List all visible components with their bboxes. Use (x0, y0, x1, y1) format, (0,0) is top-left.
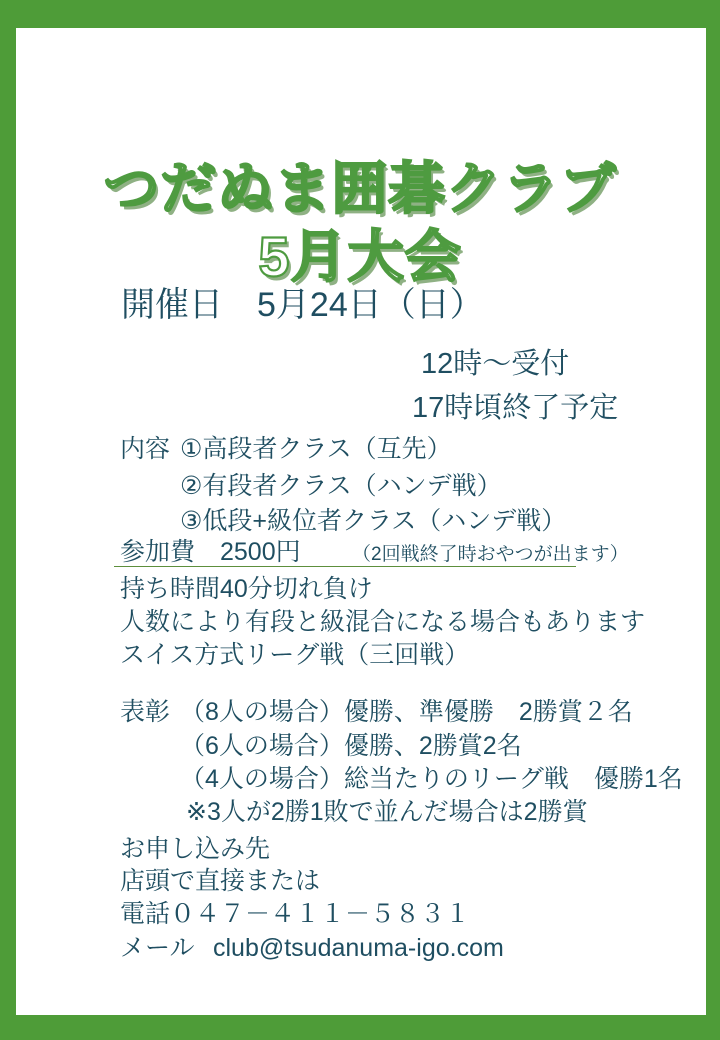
program-class-2: ②有段者クラス（ハンデ戦） (180, 472, 502, 500)
fee-note: （2回戦終了時おやつが出ます） (352, 544, 629, 565)
section-divider (114, 566, 576, 567)
awards-case-6: （6人の場合）優勝、2勝賞2名 (180, 732, 522, 760)
application-in-store: 店頭で直接または (120, 867, 321, 895)
rule-time-limit: 持ち時間40分切れ負け (120, 575, 373, 603)
rule-mixed-groups: 人数により有段と級混合になる場合もあります (120, 608, 646, 636)
program-class-1: ①高段者クラス（互先） (180, 435, 452, 463)
fee-amount: 2500円 (220, 538, 301, 566)
fee-row (120, 537, 629, 568)
closing-time: 17時頃終了予定 (412, 392, 619, 424)
awards-label: 表彰 (120, 698, 171, 726)
flyer-title-line1: つだぬま囲碁クラブ (103, 157, 617, 220)
awards-tiebreak-note: ※3人が2勝1敗で並んだ場合は2勝賞 (186, 798, 588, 826)
mail-address: club@tsudanuma-igo.com (213, 934, 504, 962)
awards-row-1 (120, 697, 633, 728)
awards-case-8: （8人の場合）優勝、準優勝 2勝賞２名 (180, 698, 633, 726)
application-heading: お申し込み先 (120, 835, 271, 863)
awards-case-4: （4人の場合）総当たりのリーグ戦 優勝1名 (180, 765, 683, 793)
fee-label: 参加費 (120, 538, 196, 566)
rule-swiss-league: スイス方式リーグ戦（三回戦） (120, 641, 470, 669)
application-mail-row (120, 933, 504, 964)
program-label: 内容 (120, 435, 171, 463)
reception-time: 12時～受付 (421, 348, 570, 380)
program-class-1-row (120, 434, 452, 465)
program-class-3: ③低段+級位者クラス（ハンデ戦） (180, 507, 567, 535)
mail-label: メール (120, 934, 195, 962)
event-date: 開催日 5月24日（日） (121, 286, 484, 324)
application-phone: 電話０４７－４１１－５８３１ (120, 900, 471, 928)
flyer-title-line2: 5月大会 (258, 225, 462, 288)
